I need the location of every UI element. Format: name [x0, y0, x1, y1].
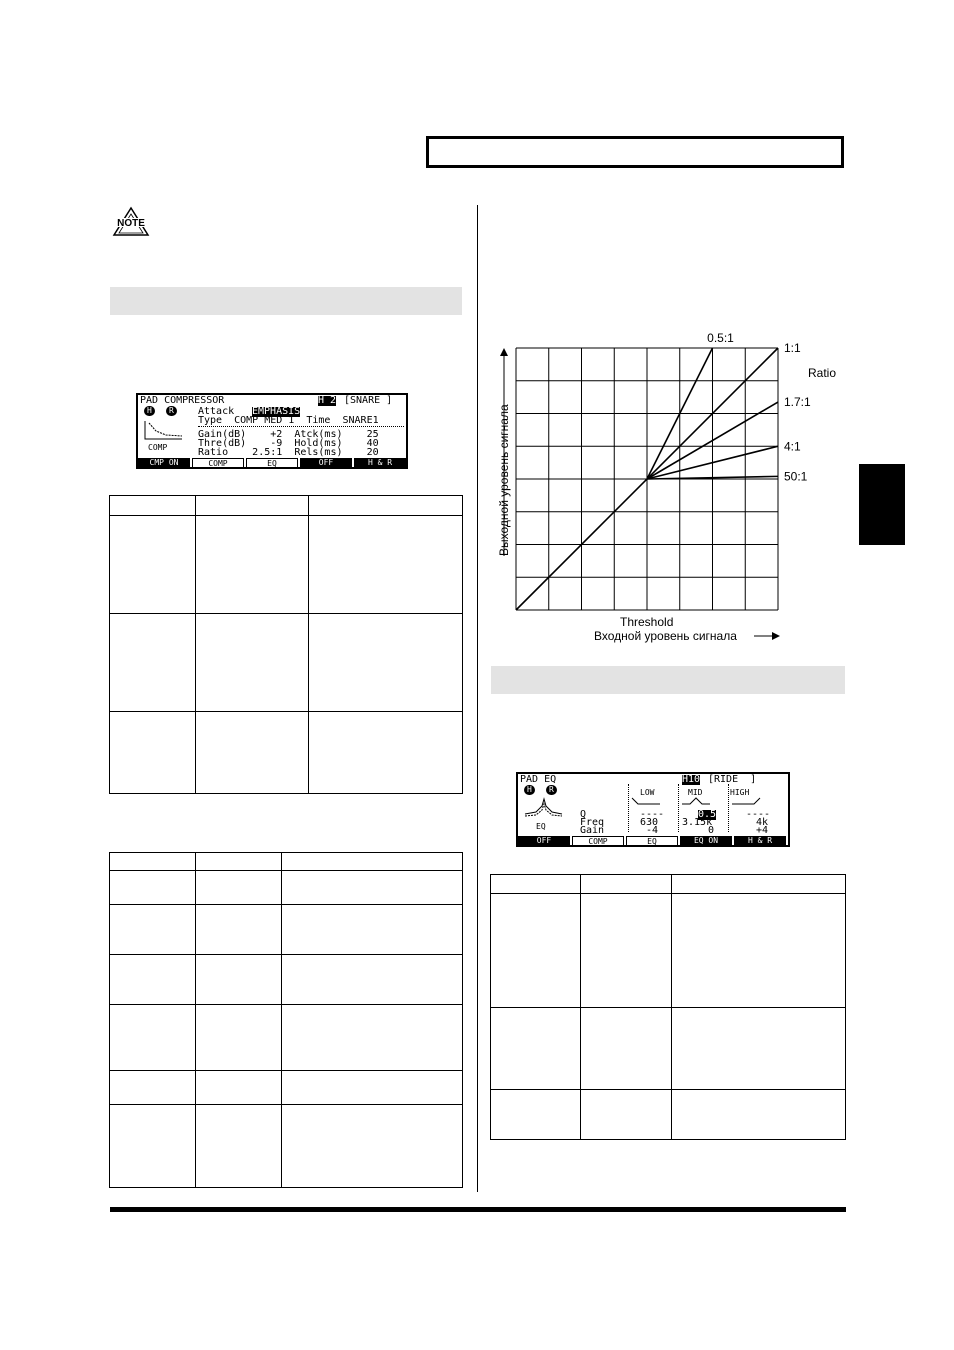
band-low-label: LOW: [640, 788, 655, 797]
param-row: Gain(dB) +2 Atck(ms) 25: [198, 429, 379, 440]
compressor-params-table: [109, 495, 463, 794]
table-row: [491, 1008, 846, 1090]
compressor-curve-icon: [144, 419, 184, 443]
series-label: 50:1: [784, 469, 808, 484]
series-label: 4:1: [784, 439, 801, 454]
series-label: 0.5:1: [707, 331, 734, 345]
eq-row-label: Q: [580, 809, 587, 820]
attack-value: EMPHASIS: [252, 406, 301, 417]
low-q-value: ----: [640, 809, 665, 820]
eq-icon-label: EQ: [536, 822, 546, 831]
section-bar-eq: [491, 666, 845, 694]
fkey-eq[interactable]: EQ: [246, 458, 298, 467]
comp-icon-label: COMP: [148, 443, 168, 452]
mid-q-value: 0.5: [698, 809, 717, 820]
eq-band-divider: [678, 784, 679, 832]
type-line: Type COMP MED 1 Time SNARE1: [198, 415, 379, 426]
x-axis-label: Входной уровень сигнала: [594, 629, 737, 643]
ratio-chart: [490, 326, 850, 650]
chapter-side-tab: [859, 464, 905, 545]
badge-r: R: [546, 785, 557, 795]
band-high-label: HIGH: [730, 788, 750, 797]
eq-params-table: [490, 874, 846, 1140]
eq-curve-icon: [524, 796, 564, 818]
eq-row-label: Freq: [580, 817, 605, 828]
param-row: Ratio 2.5:1 Rels(ms) 20: [198, 447, 379, 458]
lcd-title: PAD COMPRESSOR: [140, 395, 225, 406]
band-mid-label: MID: [688, 788, 703, 797]
series-label: 1.7:1: [784, 395, 811, 410]
table-header-row: [491, 875, 846, 894]
chapter-header-box: [426, 136, 844, 168]
table-row: [110, 1071, 463, 1105]
badge-h: H: [524, 785, 535, 795]
low-freq-value: 630: [640, 817, 659, 828]
high-freq-value: 4k: [756, 817, 769, 828]
table-row: [110, 1105, 463, 1188]
lcd-instrument: [SNARE ]: [344, 395, 393, 406]
x-axis-arrowhead: [772, 632, 780, 640]
attack-label: Attack: [198, 406, 235, 417]
fkey-off[interactable]: OFF: [300, 458, 352, 467]
badge-h: H: [144, 406, 155, 416]
note-label: NOTE: [117, 218, 145, 229]
table-row: [110, 955, 463, 1005]
series-label: 1:1: [784, 341, 801, 355]
table-row: [491, 894, 846, 1008]
table-row: [110, 516, 463, 614]
column-divider: [477, 205, 478, 1192]
fkey-h-and-r[interactable]: H & R: [734, 836, 786, 845]
mid-gain-value: 0: [708, 825, 715, 836]
compressor-lcd-screen: [136, 393, 408, 469]
param-row: Thre(dB) -9 Hold(ms) 40: [198, 438, 379, 449]
eq-band-shapes: [630, 796, 780, 806]
note-icon: [110, 206, 152, 238]
low-gain-value: -4: [646, 825, 659, 836]
eq-band-divider: [628, 784, 629, 832]
fkey-comp[interactable]: COMP: [572, 836, 624, 845]
table-row: [110, 614, 463, 712]
high-gain-value: +4: [756, 825, 769, 836]
table-row: [491, 1090, 846, 1140]
table-row: [110, 905, 463, 955]
y-axis-label: Выходной уровень сигнала: [497, 404, 511, 556]
y-axis-arrowhead: [500, 348, 508, 356]
fkey-cmp-on[interactable]: CMP ON: [138, 458, 190, 467]
high-q-value: ----: [746, 809, 771, 820]
footer-rule: [110, 1207, 846, 1212]
table-row: [110, 1005, 463, 1071]
ratio-heading: Ratio: [808, 366, 837, 380]
fkey-eq[interactable]: EQ: [626, 836, 678, 845]
table-header-row: [110, 853, 463, 871]
section-bar-compressor: [110, 287, 462, 315]
eq-lcd-instrument: [RIDE ]: [708, 774, 757, 785]
compressor-type-table: [109, 852, 463, 1188]
lcd-divider: [198, 426, 404, 427]
mid-freq-value: 3.15k: [682, 817, 713, 828]
fkey-eq-on[interactable]: EQ ON: [680, 836, 732, 845]
table-row: [110, 871, 463, 905]
eq-lcd-pad-number: H10: [682, 774, 701, 785]
eq-band-divider: [728, 784, 729, 832]
fkey-comp[interactable]: COMP: [192, 458, 244, 467]
fkey-h-and-r[interactable]: H & R: [354, 458, 406, 467]
table-header-row: [110, 496, 463, 516]
eq-row-label: Gain: [580, 825, 605, 836]
table-row: [110, 712, 463, 794]
eq-lcd-screen: [516, 772, 790, 847]
threshold-label: Threshold: [620, 615, 674, 629]
badge-r: R: [166, 406, 177, 416]
lcd-pad-number: H 2: [318, 395, 337, 406]
fkey-off[interactable]: OFF: [518, 836, 570, 845]
eq-lcd-title: PAD EQ: [520, 774, 557, 785]
